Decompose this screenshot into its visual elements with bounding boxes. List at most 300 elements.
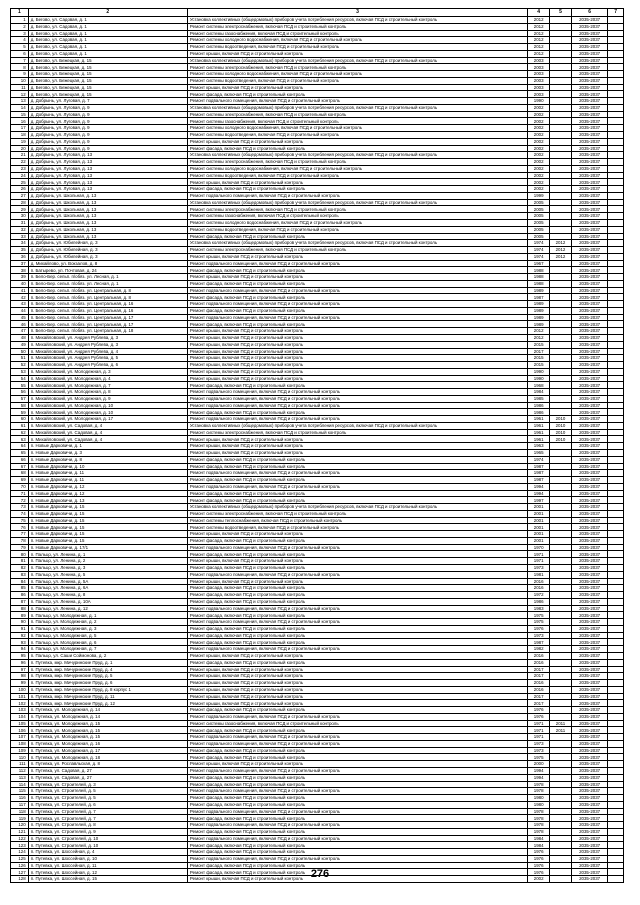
repair-year-cell: 2011 [550,727,572,734]
row-number-cell: 27 [11,192,29,199]
planned-period-cell: 2035-2037 [571,233,607,240]
planned-period-cell: 2035-2037 [571,612,607,619]
planned-period-cell: 2035-2037 [571,605,607,612]
note-cell [608,686,624,693]
build-year-cell: 2002 [528,104,550,111]
note-cell [608,17,624,24]
work-type-cell: Ремонт фасада, включая ПСД и строительный контроль [187,862,527,869]
table-row [11,673,624,680]
address-cell: д. Бегово, ул. Бежецкая, д. 15 [28,77,187,84]
table-row [11,612,624,619]
row-number-cell: 106 [11,727,29,734]
note-cell [608,355,624,362]
note-cell [608,132,624,139]
build-year-cell: 2001 [528,517,550,524]
table-row [11,598,624,605]
col-header-1: 1 [11,9,29,17]
build-year-cell: 1961 [528,416,550,423]
build-year-cell: 1974 [528,456,550,463]
work-type-cell: Ремонт системы теплоснабжения, включая ПСД и строительный контроль [187,517,527,524]
planned-period-cell: 2035-2037 [571,71,607,78]
work-type-cell: Ремонт подвального помещения, включая ПСД и строительный контроль [187,389,527,396]
note-cell [608,192,624,199]
work-type-cell: Ремонт фасада, включая ПСД и строительный контроль [187,801,527,808]
work-type-cell: Ремонт фасада, включая ПСД и строительный контроль [187,267,527,274]
table-row [11,314,624,321]
work-type-cell: Ремонт подвального помещения, включая ПСД и строительный контроль [187,788,527,795]
work-type-cell: Ремонт крыши, включая ПСД и строительный контроль [187,138,527,145]
row-number-cell: 100 [11,686,29,693]
note-cell [608,226,624,233]
table-row [11,111,624,118]
work-type-cell: Ремонт системы водоотведения, включая ПСД и строительный контроль [187,226,527,233]
table-row [11,531,624,538]
address-cell: д. Бегово, ул. Садовая, д. 1 [28,30,187,37]
repair-year-cell [550,443,572,450]
repair-year-cell [550,267,572,274]
table-row [11,240,624,247]
table-row [11,375,624,382]
build-year-cell: 1973 [528,747,550,754]
repair-year-cell [550,409,572,416]
table-row [11,125,624,132]
address-cell: п. Путевка, мкр. Мичуринские Пруд, д. 8 корпус 1 [28,686,187,693]
address-cell: п. Путевка, ул. Шоссейная, д. 15 [28,876,187,883]
table-row [11,815,624,822]
address-cell: п. Путевка, ул. Молодежная, д. 17 [28,747,187,754]
repair-year-cell [550,734,572,741]
build-year-cell: 2016 [528,585,550,592]
row-number-cell: 5 [11,44,29,51]
build-year-cell: 1994 [528,767,550,774]
repair-year-cell [550,524,572,531]
planned-period-cell: 2035-2037 [571,159,607,166]
repair-year-cell [550,118,572,125]
planned-period-cell: 2035-2037 [571,348,607,355]
build-year-cell: 1986 [528,409,550,416]
planned-period-cell: 2035-2037 [571,822,607,829]
build-year-cell: 1994 [528,483,550,490]
row-number-cell: 3 [11,30,29,37]
table-row [11,274,624,281]
row-number-cell: 57 [11,395,29,402]
address-cell: д. Бегово, ул. Садовая, д. 1 [28,44,187,51]
note-cell [608,172,624,179]
row-number-cell: 92 [11,632,29,639]
col-header-3: 3 [187,9,527,17]
row-number-cell: 26 [11,186,29,193]
address-cell: п. Новые Дарковичи, д. 15 [28,510,187,517]
note-cell [608,788,624,795]
address-cell: д. Бегово, ул. Садовая, д. 1 [28,17,187,24]
planned-period-cell: 2035-2037 [571,876,607,883]
table-row [11,510,624,517]
address-cell: п. Путевка, ул. Молодежная, д. 15 [28,734,187,741]
row-number-cell: 36 [11,253,29,260]
build-year-cell: 2001 [528,531,550,538]
note-cell [608,145,624,152]
planned-period-cell: 2035-2037 [571,869,607,876]
note-cell [608,368,624,375]
note-cell [608,307,624,314]
planned-period-cell: 2035-2037 [571,504,607,511]
work-type-cell: Ремонт подвального помещения, включая ПСД и строительный контроль [187,734,527,741]
build-year-cell: 1965 [528,450,550,457]
table-row [11,226,624,233]
row-number-cell: 40 [11,280,29,287]
address-cell: п. Путевка, мкр. Мичуринские Пруд, д. 4 [28,666,187,673]
note-cell [608,477,624,484]
note-cell [608,761,624,768]
build-year-cell: 2012 [528,23,550,30]
build-year-cell: 1973 [528,740,550,747]
build-year-cell: 1988 [528,267,550,274]
note-cell [608,693,624,700]
note-cell [608,524,624,531]
build-year-cell: 1971 [528,551,550,558]
row-number-cell: 31 [11,219,29,226]
row-number-cell: 51 [11,355,29,362]
work-type-cell: Ремонт подвального помещения, включая ПСД и строительный контроль [187,808,527,815]
note-cell [608,98,624,105]
table-row [11,416,624,423]
row-number-cell: 121 [11,828,29,835]
address-cell: п. Путевка, ул. Строителей, д. 7 [28,815,187,822]
repair-year-cell [550,192,572,199]
repair-year-cell [550,30,572,37]
repair-year-cell [550,835,572,842]
address-cell: п. Михайловский, ул. Андрея Рублева, д. 5 [28,355,187,362]
table-row [11,578,624,585]
build-year-cell: 2016 [528,680,550,687]
work-type-cell: Ремонт фасада, включая ПСД и строительный контроль [187,795,527,802]
build-year-cell: 2002 [528,145,550,152]
work-type-cell: Ремонт подвального помещения, включая ПСД и строительный контроль [187,835,527,842]
work-type-cell: Установка коллективных (общедомовых) приборов учета потребления ресурсов, включая ПСД и строительный контроль [187,152,527,159]
planned-period-cell: 2035-2037 [571,422,607,429]
address-cell: д. Добрынь, ул. Луговая, д. 13 [28,165,187,172]
repair-year-cell [550,490,572,497]
note-cell [608,517,624,524]
note-cell [608,713,624,720]
build-year-cell: 2016 [528,578,550,585]
row-number-cell: 8 [11,64,29,71]
planned-period-cell: 2035-2037 [571,44,607,51]
address-cell: д. Бегово, ул. Садовая, д. 1 [28,37,187,44]
build-year-cell: 1974 [528,240,550,247]
repair-year-cell [550,199,572,206]
repair-year-cell [550,713,572,720]
planned-period-cell: 2035-2037 [571,795,607,802]
build-year-cell: 2003 [528,64,550,71]
row-number-cell: 109 [11,747,29,754]
build-year-cell: 2001 [528,537,550,544]
table-row [11,328,624,335]
row-number-cell: 125 [11,855,29,862]
repair-year-cell [550,605,572,612]
planned-period-cell: 2035-2037 [571,592,607,599]
work-type-cell: Ремонт фасада, включая ПСД и строительный контроль [187,456,527,463]
table-row [11,450,624,457]
table-row [11,504,624,511]
planned-period-cell: 2035-2037 [571,646,607,653]
planned-period-cell: 2035-2037 [571,639,607,646]
planned-period-cell: 2035-2037 [571,382,607,389]
note-cell [608,592,624,599]
note-cell [608,700,624,707]
table-row [11,632,624,639]
address-cell: п. Путевка, мкр. Мичуринские Пруд, д. 1 [28,659,187,666]
planned-period-cell: 2035-2037 [571,450,607,457]
row-number-cell: 34 [11,240,29,247]
repair-year-cell [550,483,572,490]
row-number-cell: 87 [11,598,29,605]
work-type-cell: Ремонт фасада, включая ПСД и строительный контроль [187,592,527,599]
build-year-cell: 1976 [528,855,550,862]
address-cell: п. Пальцо, ул. Ленина, д. 12 [28,605,187,612]
note-cell [608,334,624,341]
repair-year-cell [550,226,572,233]
note-cell [608,50,624,57]
work-type-cell: Ремонт фасада, включая ПСД и строительный контроль [187,551,527,558]
table-row [11,855,624,862]
table-row [11,17,624,24]
planned-period-cell: 2035-2037 [571,700,607,707]
build-year-cell: 2003 [528,57,550,64]
planned-period-cell: 2035-2037 [571,213,607,220]
address-cell: п. Путевка, ул. Строителей, д. 6 [28,801,187,808]
row-number-cell: 2 [11,23,29,30]
planned-period-cell: 2035-2037 [571,199,607,206]
work-type-cell: Ремонт системы газоснабжения, включая ПСД и строительный контроль [187,118,527,125]
note-cell [608,23,624,30]
work-type-cell: Ремонт крыши, включая ПСД и строительный контроль [187,673,527,680]
capital-repair-table [10,8,624,883]
repair-year-cell [550,740,572,747]
row-number-cell: 71 [11,490,29,497]
repair-year-cell [550,84,572,91]
build-year-cell: 1968 [528,382,550,389]
table-row [11,389,624,396]
planned-period-cell: 2035-2037 [571,443,607,450]
build-year-cell: 2016 [528,686,550,693]
work-type-cell: Ремонт фасада, включая ПСД и строительный контроль [187,280,527,287]
address-cell: п. Пальцо, ул. Ленина, д. 5 [28,571,187,578]
repair-year-cell [550,517,572,524]
build-year-cell: 1988 [528,280,550,287]
work-type-cell: Ремонт фасада, включая ПСД и строительный контроль [187,639,527,646]
repair-year-cell [550,362,572,369]
work-type-cell: Ремонт крыши, включая ПСД и строительный контроль [187,578,527,585]
note-cell [608,815,624,822]
address-cell: д. Добрынь, ул. Луговая, д. 13 [28,172,187,179]
row-number-cell: 88 [11,605,29,612]
work-type-cell: Ремонт подвального помещения, включая ПСД и строительный контроль [187,260,527,267]
row-number-cell: 68 [11,470,29,477]
table-row [11,395,624,402]
repair-year-cell [550,348,572,355]
work-type-cell: Ремонт фасада, включая ПСД и строительный контроль [187,307,527,314]
work-type-cell: Ремонт крыши, включая ПСД и строительный контроль [187,700,527,707]
planned-period-cell: 2035-2037 [571,659,607,666]
address-cell: п. Михайловский, ул. Молодежная, д. 9 [28,395,187,402]
planned-period-cell: 2035-2037 [571,37,607,44]
work-type-cell: Ремонт крыши, включая ПСД и строительный контроль [187,876,527,883]
table-row [11,835,624,842]
note-cell [608,104,624,111]
table-row [11,402,624,409]
table-row [11,280,624,287]
note-cell [608,389,624,396]
build-year-cell: 2003 [528,91,550,98]
planned-period-cell: 2035-2037 [571,531,607,538]
address-cell: п. Михайловский, ул. Садовая, д. 4 [28,429,187,436]
address-cell: п. Путевка, мкр. Мичуринские Пруд, д. 12 [28,700,187,707]
note-cell [608,456,624,463]
table-row [11,747,624,754]
build-year-cell: 1989 [528,287,550,294]
address-cell: д. Бегово, ул. Бежецкая, д. 15 [28,57,187,64]
planned-period-cell: 2035-2037 [571,815,607,822]
row-number-cell: 32 [11,226,29,233]
row-number-cell: 126 [11,862,29,869]
row-number-cell: 74 [11,510,29,517]
address-cell: п. Бело-Бер. сельп. п/обяз. ул. Лесная, д. 1 [28,274,187,281]
planned-period-cell: 2035-2037 [571,321,607,328]
table-row [11,84,624,91]
address-cell: п. Путевка, ул. Садовая, д. 27 [28,774,187,781]
row-number-cell: 42 [11,294,29,301]
repair-year-cell [550,402,572,409]
table-row [11,666,624,673]
address-cell: п. Михайловский, ул. Молодежная, д. 3 [28,368,187,375]
note-cell [608,720,624,727]
address-cell: п. Новые Дарковичи, д. 3 [28,450,187,457]
address-cell: п. Новые Дарковичи, д. 11 [28,477,187,484]
build-year-cell: 2017 [528,348,550,355]
build-year-cell: 1984 [528,842,550,849]
repair-year-cell [550,558,572,565]
planned-period-cell: 2035-2037 [571,713,607,720]
address-cell: п. Путевка, ул. Садовая, д. 27 [28,767,187,774]
repair-year-cell [550,659,572,666]
address-cell: д. Добрынь, ул. Луговая, д. 9 [28,118,187,125]
note-cell [608,652,624,659]
note-cell [608,483,624,490]
work-type-cell: Ремонт фасада, включая ПСД и строительный контроль [187,490,527,497]
row-number-cell: 123 [11,842,29,849]
row-number-cell: 23 [11,165,29,172]
note-cell [608,734,624,741]
note-cell [608,240,624,247]
address-cell: п. Пальцо, ул. Молодежная, д. 1 [28,612,187,619]
build-year-cell: 2016 [528,652,550,659]
row-number-cell: 61 [11,422,29,429]
repair-year-cell [550,111,572,118]
repair-year-cell [550,646,572,653]
build-year-cell: 2003 [528,84,550,91]
address-cell: п. Пальцо, ул. Саши Соймонова, д. 2 [28,652,187,659]
note-cell [608,605,624,612]
address-cell: п. Путевка, мкр. Мичуринские Пруд, д. 6 [28,680,187,687]
table-row [11,801,624,808]
row-number-cell: 4 [11,37,29,44]
table-row [11,456,624,463]
build-year-cell: 1972 [528,592,550,599]
build-year-cell: 2005 [528,219,550,226]
planned-period-cell: 2035-2037 [571,565,607,572]
row-number-cell: 55 [11,382,29,389]
table-row [11,355,624,362]
work-type-cell: Ремонт крыши, включая ПСД и строительный контроль [187,348,527,355]
note-cell [608,822,624,829]
repair-year-cell: 2010 [550,422,572,429]
table-row [11,192,624,199]
repair-year-cell [550,585,572,592]
row-number-cell: 78 [11,537,29,544]
planned-period-cell: 2035-2037 [571,761,607,768]
address-cell: п. Путевка, ул. Шоссейная, д. 12 [28,869,187,876]
work-type-cell: Ремонт подвального помещения, включая ПСД и строительный контроль [187,395,527,402]
note-cell [608,402,624,409]
work-type-cell: Ремонт крыши, включая ПСД и строительный контроль [187,686,527,693]
row-number-cell: 14 [11,104,29,111]
note-cell [608,348,624,355]
work-type-cell: Ремонт подвального помещения, включая ПСД и строительный контроль [187,416,527,423]
address-cell: п. Новые Дарковичи, д. 15 [28,524,187,531]
repair-year-cell [550,815,572,822]
note-cell [608,199,624,206]
planned-period-cell: 2035-2037 [571,544,607,551]
row-number-cell: 7 [11,57,29,64]
repair-year-cell [550,321,572,328]
build-year-cell: 1976 [528,849,550,856]
planned-period-cell: 2035-2037 [571,524,607,531]
build-year-cell: 1987 [528,294,550,301]
table-row [11,23,624,30]
address-cell: д. Добрынь, ул. Луговая, д. 9 [28,104,187,111]
address-cell: п. Новые Дарковичи, д. 12 [28,490,187,497]
work-type-cell: Ремонт крыши, включая ПСД и строительный контроль [187,253,527,260]
repair-year-cell [550,571,572,578]
row-number-cell: 105 [11,720,29,727]
build-year-cell: 1997 [528,497,550,504]
row-number-cell: 79 [11,544,29,551]
page-number: 276 [310,868,330,880]
table-row [11,544,624,551]
table-row [11,795,624,802]
work-type-cell: Ремонт системы электроснабжения, включая ПСД и строительный контроль [187,23,527,30]
note-cell [608,409,624,416]
row-number-cell: 47 [11,328,29,335]
repair-year-cell [550,544,572,551]
build-year-cell: 2002 [528,118,550,125]
row-number-cell: 13 [11,98,29,105]
row-number-cell: 28 [11,199,29,206]
planned-period-cell: 2035-2037 [571,328,607,335]
repair-year-cell [550,598,572,605]
note-cell [608,294,624,301]
row-number-cell: 24 [11,172,29,179]
table-row [11,571,624,578]
address-cell: п. Путевка, ул. Строителей, д. 7 [28,808,187,815]
repair-year-cell [550,375,572,382]
row-number-cell: 38 [11,267,29,274]
work-type-cell: Ремонт подвального помещения, включая ПСД и строительный контроль [187,767,527,774]
planned-period-cell: 2035-2037 [571,253,607,260]
table-row [11,707,624,714]
row-number-cell: 95 [11,652,29,659]
